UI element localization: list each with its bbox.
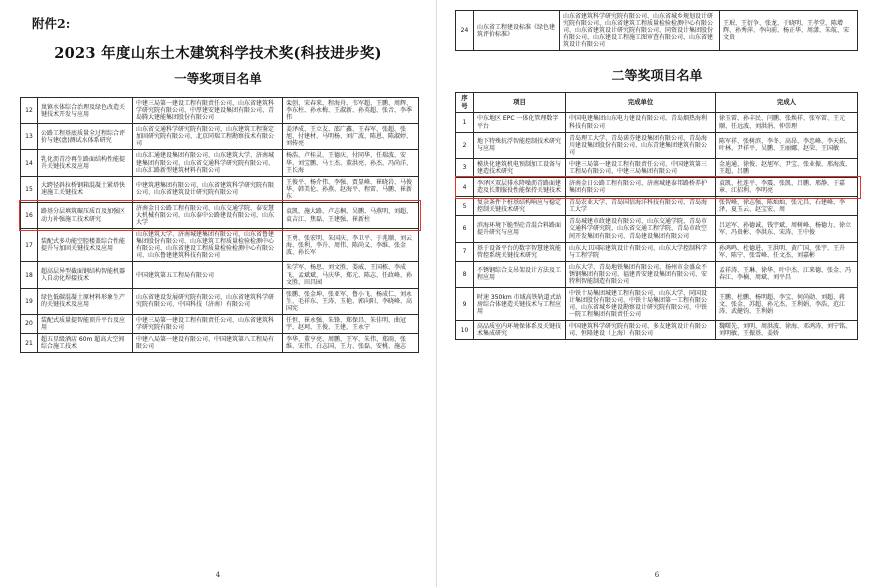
row-people: 魏曙先、刘明、周洪波、徐海、邓鸿涛、刘宁铭、刘明敏、王振基、姜娇 bbox=[716, 321, 858, 340]
row-people: 徐玉雷、孙丰民、闫鹏、张焕祥、张军雷、王元顺、任远波、刘洪涓、仲崇理 bbox=[716, 113, 858, 132]
row-project: 乳化沥青冷再生路面结构性能提升关键技术及应用 bbox=[38, 150, 133, 176]
row-project: 滨海环境下脆型砼青混合料路面提升研究与应用 bbox=[474, 216, 566, 242]
table-row bbox=[456, 158, 858, 177]
table-row bbox=[456, 113, 858, 132]
row-people: 王鹏、杜鹏、杨明超、李宝、何尚勋、刘超、蒋文、张金、苏超、孙元杰、王利娟、李浩、范江涛、武健钧、王利娟 bbox=[716, 287, 858, 320]
table-row bbox=[456, 11, 858, 51]
row-number: 17 bbox=[21, 229, 38, 262]
left-table-container bbox=[0, 87, 436, 353]
row-project: 超高层异型截面钢结构智能机器人自动化焊接技术 bbox=[38, 262, 133, 288]
row-project: 装配式质量提智能顶升平台及应用 bbox=[38, 314, 133, 333]
table-row bbox=[21, 150, 419, 176]
row-units: 中铁十局集团城建工程有限公司、山东大学、同国设计集团股份有限公司、中铁十局集团第一工程有限公司、山东省城乡建设勘察设计研究院有限公司、中铁一院工程集团有限责任公司 bbox=[566, 287, 716, 320]
row-number: 13 bbox=[21, 124, 38, 150]
column-header: 项目 bbox=[474, 93, 566, 113]
row-units: 中建筑港集团有限公司、山东省建筑科学研究院有限公司、山东省建筑设计研究院有限公司 bbox=[133, 176, 283, 202]
table-header-row bbox=[456, 93, 858, 113]
column-header: 完成人 bbox=[716, 93, 858, 113]
table-row bbox=[456, 261, 858, 287]
left-page bbox=[0, 0, 436, 587]
table-row bbox=[21, 124, 419, 150]
second-prize-table bbox=[455, 92, 858, 340]
column-header: 完成单位 bbox=[566, 93, 716, 113]
table-row bbox=[21, 262, 419, 288]
table-row bbox=[456, 197, 858, 216]
row-people: 朱学军、杨思、刘文胜、娄威、王国栋、李成飞、孟斌斌、马庆华、郑元、陈志、任政峰、孙文胜、田昌园 bbox=[283, 262, 419, 288]
row-units: 中国建筑科学研究院有限公司、多友建筑设计有限公司、恒隆建设（上海）有限公司 bbox=[566, 321, 716, 340]
row-units: 青岛城建市政建设有限公司、山东交通学院、青岛市交通科学研究院、山东省交通工程学院、青岛市政空间开发集团有限公司、青岛建设集团有限公司 bbox=[566, 216, 716, 242]
table-row bbox=[456, 132, 858, 158]
document-subtitle: 一等奖项目名单 bbox=[174, 71, 262, 86]
table-row bbox=[21, 229, 419, 262]
row-number: 12 bbox=[21, 98, 38, 124]
row-people: 王勇、张宏明、朱国庆、李卫平、于兆顺、刘云海、张利、李升、周伟、陈尚义、李维、张金波、孙长军 bbox=[283, 229, 419, 262]
row-units: 山东大学、青岛地铁集团有限公司、扬州市金盛众不锈钢集团有限公司、福建晋安建设集团有限公司、安特利智能制造有限公司 bbox=[566, 261, 716, 287]
row-units: 山东省建设发展研究院有限公司、山东省建筑科学研究院有限公司、中国科技（济南）有限公司 bbox=[133, 288, 283, 314]
row-people: 栾创、宋春来、程海舟、韦军超、王鹏、周辉、李东柱、孙永梅、王淑新、孙英超、张音、李季伟 bbox=[283, 98, 419, 124]
table-row bbox=[21, 288, 419, 314]
row-number: 3 bbox=[456, 158, 474, 177]
row-units: 山东建筑大学、济南城建集团有限公司、山东省鲁建集团股份有限公司、山东建筑工程质量检验检测中心有限公司、山东省建设工程质量检验检测中心有限公司、山东鲁建建筑科技有限公司 bbox=[133, 229, 283, 262]
row-units: 中建八局第一建设有限公司、中国建筑第八工程局有限公司 bbox=[133, 334, 283, 353]
row-people: 王俊平、杨介伟、李强、贾显峰、崔晓岩、马俊华、韩美伦、孙燕、赵海平、程雷、马鹏、崔新东 bbox=[283, 176, 419, 202]
row-number: 6 bbox=[456, 216, 474, 242]
row-project: 复杂条件下桩基结构响应与稳定控制关键技术研究 bbox=[474, 197, 566, 216]
row-people: 李华、董亨亮、周鹏、王军、朱伟、郑雨、张维、宋伟、白志国、王力、张磊、安桃、施志 bbox=[283, 334, 419, 353]
row-project: 中东地区 EPC 一体化管理数字平台 bbox=[474, 113, 566, 132]
row-people: 张智峰、徐志强、陈灿灿、张元昌、石建峰、李泽、夏玉云、赵宝宏、周 bbox=[716, 197, 858, 216]
row-people: 金迪通、徐俊、赵旭军、尹宝、张业振、邢海波、王超、吕鹏 bbox=[716, 158, 858, 177]
row-units: 济南金日公路工程有限公司、山东交通学院、泰安慧大机械有限公司、山东泰中公路建设有限公司、山东大学 bbox=[133, 202, 283, 228]
first-prize-table bbox=[20, 97, 419, 353]
table-row bbox=[456, 178, 858, 197]
row-number: 1 bbox=[456, 113, 474, 132]
row-number: 21 bbox=[21, 334, 38, 353]
table-row bbox=[21, 176, 419, 202]
row-project: 不锈钢综合支吊架设计方法及工程应用 bbox=[474, 261, 566, 287]
row-project: 李泽区双层排水降噪沥青路面建造及长期服役性能保持关键技术 bbox=[474, 178, 566, 197]
row-units: 中国电建集团山东电力建设有限公司、青岛烟热海利科技有限公司 bbox=[566, 113, 716, 132]
attachment-label: 附件2: bbox=[32, 16, 71, 31]
table-row bbox=[456, 216, 858, 242]
row-people: 孙鸿鸣、杜德进、王洪明、黄广国、张宇、王升军、陈宁、张雪峰、任文杰、刘嘉彬 bbox=[716, 242, 858, 261]
left-page-number: 4 bbox=[215, 571, 221, 579]
row-people: 杨浩、卢桂灵、王德庆、付同华、任瑞波、安华、刘宝鹏、马士杰、董洪亮、孙杰、冯尚洋、王长海 bbox=[283, 150, 419, 176]
row-units: 山东大卫国际建筑设计有限公司、山东大学控制科学与工程学院 bbox=[566, 242, 716, 261]
row-project: 绿色低碳混凝土原材料形象生产的关键技术及应用 bbox=[38, 288, 133, 314]
row-project: 公路工程基底质量全过程综合评价与建(盘)测试水体系研究 bbox=[38, 124, 133, 150]
table-row bbox=[21, 334, 419, 353]
row-project: 模块化建筑机电预制加工设备与建造技术研究 bbox=[474, 158, 566, 177]
row-units: 山东省交通科学研究院有限公司、山东建筑工程鉴定加固研究院有限公司、北京同瑞工程勘察技术有限公司 bbox=[133, 124, 283, 150]
row-project: 大跨径斜拉桥钢箱混凝土紧塔快速施工关键技术 bbox=[38, 176, 133, 202]
right-main-table-container bbox=[437, 92, 877, 340]
row-people: 张鹏、张金坤、张亚军、鲁小飞、杨成仁、刘永生、毛祥东、王涛、玉艳、郭向阳、李晓峰、高国宪 bbox=[283, 288, 419, 314]
table-row bbox=[21, 202, 419, 228]
right-top-table-container bbox=[437, 0, 877, 51]
row-people: 王珉、王衍争、张龙、于晓明、王孝堂、陈增辉、孙秀萍、李向前、杨正华、周潇、朱航、宋文贵 bbox=[720, 11, 858, 51]
right-page-number: 6 bbox=[654, 571, 660, 579]
document-title: 2023 年度山东土木建筑科学技术奖(科技进步奖) bbox=[54, 45, 382, 62]
row-people: 吕运军、孙德诚、钱宇斌、周树峰、杨德力、徐立军、冯贵彬、李洪东、宋涛、王中俊 bbox=[716, 216, 858, 242]
right-page bbox=[436, 0, 877, 587]
row-number: 8 bbox=[456, 261, 474, 287]
row-number: 2 bbox=[456, 132, 474, 158]
row-project: 装配式多功能空腔楼盖综合性能提升与加固关键技术及应用 bbox=[38, 229, 133, 262]
row-units: 济南金日公路工程有限公司、济南城建泰邦路桥养护集团有限公司 bbox=[566, 178, 716, 197]
row-number: 9 bbox=[456, 287, 474, 320]
row-number: 15 bbox=[21, 176, 38, 202]
row-project: 高品质室内环境保体系及关键技术集成研究 bbox=[474, 321, 566, 340]
row-project: 地下特殊抗浮智能控制技术研究与应用 bbox=[474, 132, 566, 158]
row-units: 山东省建筑科学研究院有限公司、山东省城乡规划设计研究院有限公司、山东省建筑工程质量检验检测中心有限公司、山东省建筑设计研究院有限公司、同资设计集团股份有限公司、山东建设工程施工图审查有限公司、山东省建筑设计有限公司 bbox=[560, 11, 720, 51]
table-row bbox=[456, 287, 858, 320]
row-units: 山东汇通建设集团有限公司、山东建筑大学、济南城建集团有限公司、山东省交通科学研究院有限公司、山东汇路新型建筑材料有限公司 bbox=[133, 150, 283, 176]
row-project: 基于设备平台的数字智慧建筑能管控系统关键技术研究 bbox=[474, 242, 566, 261]
row-number: 20 bbox=[21, 314, 38, 333]
row-units: 青岛理工大学、青岛诺芬建设集团有限公司、青岛海川建设集团股份有限公司、山东青建集团建筑有限公司 bbox=[566, 132, 716, 158]
row-project: 山东省工程建设标准《绿色建筑评价标准》 bbox=[474, 11, 560, 51]
row-units: 中国建筑第五工程局有限公司 bbox=[133, 262, 283, 288]
row-units: 中建三局第一建设工程有限责任公司、中国建筑第三工程局有限公司、中建三局集团有限公司 bbox=[566, 158, 716, 177]
table-row bbox=[456, 321, 858, 340]
row-people: 姜泽成、王立友、邵广鑫、王春军、张超、张旭、付建材、马明杨、刘广波、陈恩、陈淑婷、刘传亮 bbox=[283, 124, 419, 150]
row-project: 岚镇水体综合治理及绿色改造关键技术开发与应用 bbox=[38, 98, 133, 124]
row-people: 任恒、崔永强、朱锋、郑保昌、朱佳明、曲冠宇、赵珂、王俊、王建、王永宁 bbox=[283, 314, 419, 333]
row-people: 袁凯、施大路、卢志桐、吴鹏、马燕明、刘超、袁吉江、焦磊、王建强、崔新柱 bbox=[283, 202, 419, 228]
row-units: 中建三局第一建设工程有限责任公司、山东省建筑科学研究院有限公司 bbox=[133, 314, 283, 333]
second-prize-title: 二等奖项目名单 bbox=[611, 69, 703, 85]
row-project: 超五星级酒店 60m 超高大空间综合施工技术 bbox=[38, 334, 133, 353]
row-number: 19 bbox=[21, 288, 38, 314]
row-project: 时速 350km 市域高铁轨道式站房综合体建造关键技术与工程应用 bbox=[474, 287, 566, 320]
row-number: 7 bbox=[456, 242, 474, 261]
row-units: 中建三局第一建设工程有限责任公司、山东省建筑科学研究院有限公司、中厚建安建设集团有限公司、青岛腾大建能集团股份有限公司 bbox=[133, 98, 283, 124]
row-number: 18 bbox=[21, 262, 38, 288]
row-number: 10 bbox=[456, 321, 474, 340]
row-number: 16 bbox=[21, 202, 38, 228]
row-units: 青岛农业大学、青岛国信海洋科技有限公司、青岛海工大学 bbox=[566, 197, 716, 216]
column-header: 序号 bbox=[456, 93, 474, 113]
row-people: 孟祥涛、王琳、徐华、叶中杰、江来德、张金、冯春江、李楠、周斌、刘平昌 bbox=[716, 261, 858, 287]
row-number: 14 bbox=[21, 150, 38, 176]
row-number: 5 bbox=[456, 197, 474, 216]
row-number: 24 bbox=[456, 11, 474, 51]
row-people: 袁凯、杜连平、李震、张凯、吕鹏、邢静、于嘉章、江招利、李明亮 bbox=[716, 178, 858, 197]
table-row bbox=[456, 242, 858, 261]
row-people: 陈军祥、张树滨、李冬、高昂、李忠峰、李天拓、叶林、尹祥平、吴鹏、王丽娜、赵荣、王国敏 bbox=[716, 132, 858, 158]
table-row bbox=[21, 98, 419, 124]
table-row bbox=[21, 314, 419, 333]
row-number: 4 bbox=[456, 178, 474, 197]
continued-table bbox=[455, 10, 858, 51]
row-project: 路基分层填筑碾压质百及加强区动力补强施工技术研究 bbox=[38, 202, 133, 228]
